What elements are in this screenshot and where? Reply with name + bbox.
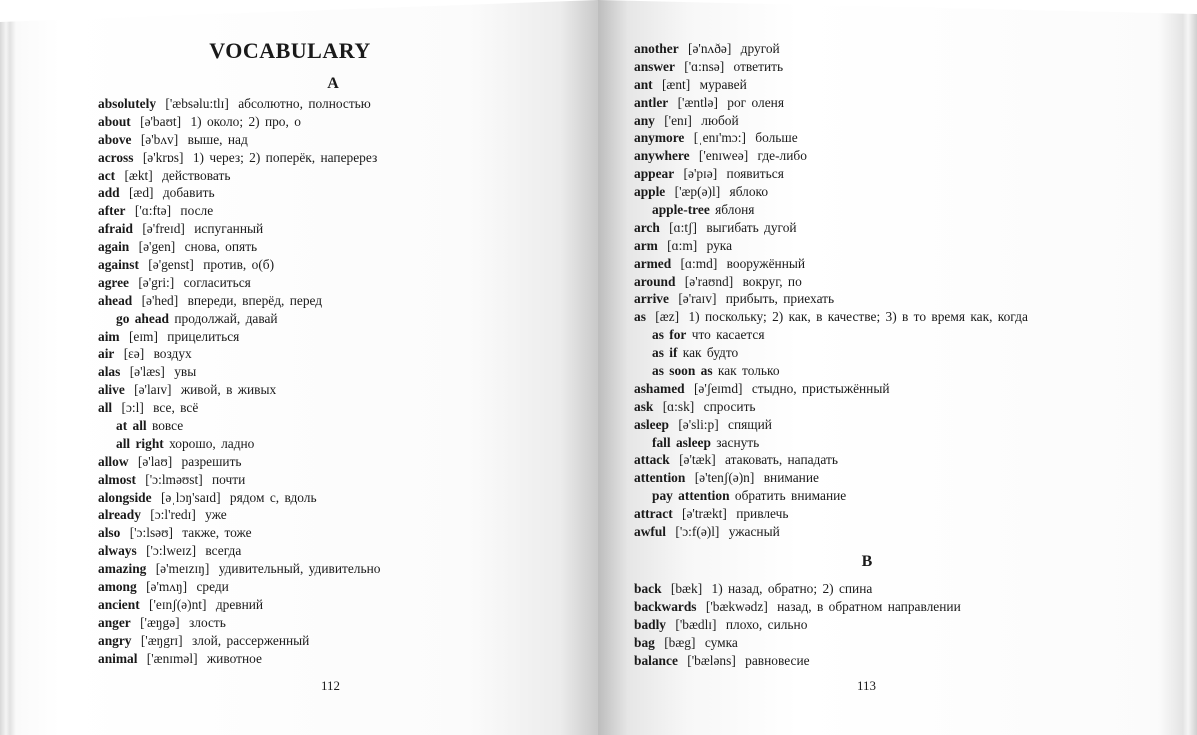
translation: спросить bbox=[703, 398, 756, 414]
vocabulary-entry bbox=[634, 505, 1028, 523]
vocabulary-entry bbox=[634, 308, 1028, 326]
headword: alongside bbox=[98, 489, 152, 505]
transcription: [ɑ:tʃ] bbox=[669, 219, 697, 235]
translation: действовать bbox=[162, 167, 231, 183]
transcription: [ə'laʊ] bbox=[137, 453, 173, 469]
vocabulary-entry bbox=[634, 273, 1028, 291]
vocabulary-entry bbox=[98, 167, 380, 185]
transcription: [ɑ:m] bbox=[667, 237, 698, 253]
headword: as bbox=[634, 309, 646, 325]
translation: живой, в живых bbox=[180, 382, 277, 398]
vocabulary-entry bbox=[634, 58, 1028, 76]
transcription: [ə'tæk] bbox=[679, 452, 716, 468]
vocabulary-entry bbox=[98, 471, 380, 489]
page-number-right: 113 bbox=[857, 678, 877, 693]
transcription: ['æntlə] bbox=[677, 94, 718, 110]
page-number-left: 112 bbox=[321, 678, 341, 693]
headword: add bbox=[98, 185, 120, 201]
vocabulary-phrase bbox=[98, 417, 380, 435]
translation: другой bbox=[740, 41, 780, 56]
headword: afraid bbox=[98, 221, 133, 237]
vocabulary-phrase bbox=[98, 310, 380, 328]
vocabulary-entry bbox=[98, 399, 380, 417]
vocabulary-entry bbox=[634, 523, 1028, 541]
translation: выше, над bbox=[187, 131, 248, 147]
vocabulary-entry bbox=[98, 596, 380, 614]
headword: bag bbox=[634, 634, 655, 650]
headword: about bbox=[98, 113, 131, 129]
translation: спящий bbox=[728, 416, 772, 432]
headword: after bbox=[98, 203, 126, 219]
vocabulary-entry bbox=[98, 542, 380, 560]
vocabulary-entry bbox=[98, 95, 380, 113]
vocabulary-entry bbox=[98, 292, 380, 310]
transcription: [ə'hed] bbox=[141, 292, 179, 308]
headword: asleep bbox=[634, 416, 669, 432]
translation: после bbox=[180, 203, 214, 219]
vocabulary-entry bbox=[98, 381, 380, 399]
vocabulary-entry bbox=[634, 652, 961, 670]
translation: рог оленя bbox=[727, 94, 784, 110]
vocabulary-entry bbox=[98, 202, 380, 220]
translation: появиться bbox=[726, 166, 784, 182]
transcription: [æd] bbox=[128, 185, 154, 201]
translation: вокруг, по bbox=[742, 273, 802, 289]
vocabulary-entry bbox=[634, 598, 961, 616]
transcription: [ə'freɪd] bbox=[142, 221, 185, 237]
vocabulary-entry bbox=[98, 453, 380, 471]
vocabulary-entry bbox=[98, 560, 380, 578]
vocabulary-entry bbox=[634, 380, 1028, 398]
translation: впереди, вперёд, перед bbox=[187, 292, 323, 308]
vocabulary-entry bbox=[98, 238, 380, 256]
headword: as soon as bbox=[652, 363, 713, 379]
translation: муравей bbox=[699, 76, 747, 92]
transcription: [ə'mʌŋ] bbox=[146, 579, 188, 595]
headword: badly bbox=[634, 616, 667, 632]
translation: как только bbox=[717, 363, 780, 379]
translation: заснуть bbox=[716, 434, 760, 450]
vocabulary-entry bbox=[634, 94, 1028, 112]
vocabulary-entry bbox=[98, 256, 380, 274]
transcription: [bæg] bbox=[664, 634, 696, 650]
transcription: ['ɑ:nsə] bbox=[684, 58, 725, 74]
transcription: ['ɔ:f(ə)l] bbox=[675, 524, 720, 540]
transcription: [ə'tenʃ(ə)n] bbox=[694, 470, 755, 486]
transcription: [ə'læs] bbox=[129, 364, 165, 380]
headword: all bbox=[98, 400, 113, 416]
translation: увы bbox=[174, 364, 197, 380]
vocabulary-entry bbox=[634, 76, 1028, 94]
transcription: ['ɔ:lsəʊ] bbox=[129, 525, 173, 541]
translation: 1) около; 2) про, о bbox=[190, 113, 301, 129]
headword: back bbox=[634, 581, 662, 596]
vocabulary-entry bbox=[634, 451, 1028, 469]
transcription: [ɑ:sk] bbox=[662, 398, 695, 414]
headword: angry bbox=[98, 632, 132, 648]
transcription: [ænt] bbox=[661, 76, 691, 92]
transcription: [ə'raɪv] bbox=[678, 291, 717, 307]
vocabulary-entry bbox=[98, 506, 380, 524]
transcription: [ə'genst] bbox=[148, 257, 194, 273]
translation: древний bbox=[215, 596, 264, 612]
headword: ant bbox=[634, 76, 653, 92]
translation: как будто bbox=[682, 345, 739, 361]
headword: alas bbox=[98, 364, 121, 380]
headword: answer bbox=[634, 58, 675, 74]
headword: amazing bbox=[98, 561, 147, 577]
headword: almost bbox=[98, 471, 136, 487]
headword: fall asleep bbox=[652, 434, 711, 450]
translation: назад, в обратном направлении bbox=[777, 598, 961, 614]
headword: attention bbox=[634, 470, 686, 486]
transcription: ['bædlɪ] bbox=[675, 616, 717, 632]
headword: absolutely bbox=[98, 96, 157, 111]
vocabulary-entry bbox=[98, 328, 380, 346]
vocabulary-phrase bbox=[634, 487, 1028, 505]
vocabulary-entry bbox=[634, 290, 1028, 308]
vocabulary-entry bbox=[634, 219, 1028, 237]
vocabulary-entry bbox=[98, 220, 380, 238]
vocabulary-entry bbox=[634, 616, 961, 634]
transcription: [æz] bbox=[655, 309, 680, 325]
vocabulary-list-b bbox=[634, 580, 961, 669]
vocabulary-entry bbox=[98, 363, 380, 381]
vocabulary-entry bbox=[634, 112, 1028, 130]
translation: разрешить bbox=[181, 453, 242, 469]
vocabulary-entry bbox=[98, 149, 380, 167]
vocabulary-entry bbox=[98, 113, 380, 131]
headword: air bbox=[98, 346, 115, 362]
vocabulary-entry bbox=[98, 578, 380, 596]
translation: абсолютно, полностью bbox=[238, 96, 371, 111]
headword: aim bbox=[98, 328, 120, 344]
transcription: [ɛə] bbox=[123, 346, 145, 362]
translation: привлечь bbox=[736, 506, 789, 522]
translation: что касается bbox=[691, 327, 765, 343]
vocabulary-entry bbox=[634, 634, 961, 652]
headword: arch bbox=[634, 219, 660, 235]
headword: all right bbox=[116, 435, 164, 451]
page-title: VOCABULARY bbox=[209, 38, 371, 63]
translation: внимание bbox=[763, 470, 819, 486]
translation: хорошо, ладно bbox=[169, 435, 255, 451]
headword: any bbox=[634, 112, 655, 128]
translation: все, всё bbox=[153, 400, 199, 416]
headword: as if bbox=[652, 345, 678, 361]
transcription: ['eɪnʃ(ə)nt] bbox=[149, 596, 207, 612]
headword: ashamed bbox=[634, 380, 685, 396]
translation: 1) назад, обратно; 2) спина bbox=[711, 581, 873, 596]
translation: 1) через; 2) поперёк, наперерез bbox=[192, 149, 378, 165]
headword: anymore bbox=[634, 130, 685, 146]
translation: больше bbox=[755, 130, 798, 146]
vocabulary-entry bbox=[634, 129, 1028, 147]
translation: стыдно, пристыжённый bbox=[751, 380, 890, 396]
translation: прицелиться bbox=[167, 328, 240, 344]
translation: ужасный bbox=[728, 524, 780, 540]
translation: против, о(б) bbox=[203, 257, 275, 273]
translation: продолжай, давай bbox=[174, 310, 278, 326]
translation: сумка bbox=[704, 634, 738, 650]
vocabulary-phrase bbox=[634, 344, 1028, 362]
transcription: [eɪm] bbox=[128, 328, 158, 344]
headword: at all bbox=[116, 418, 147, 434]
translation: уже bbox=[205, 507, 227, 523]
vocabulary-entry bbox=[634, 40, 1028, 58]
vocabulary-entry bbox=[98, 274, 380, 292]
transcription: [bæk] bbox=[670, 581, 703, 596]
transcription: [əˌlɔŋ'saɪd] bbox=[160, 489, 221, 505]
translation: вооружённый bbox=[726, 255, 806, 271]
headword: attract bbox=[634, 506, 673, 522]
vocabulary-list-left bbox=[98, 95, 380, 668]
transcription: [ə'laɪv] bbox=[134, 382, 172, 398]
headword: attack bbox=[634, 452, 670, 468]
headword: agree bbox=[98, 274, 129, 290]
headword: balance bbox=[634, 652, 678, 668]
vocabulary-entry bbox=[634, 237, 1028, 255]
headword: anywhere bbox=[634, 148, 690, 164]
translation: удивительный, удивительно bbox=[218, 561, 381, 577]
translation: вовсе bbox=[152, 418, 184, 434]
headword: always bbox=[98, 543, 137, 559]
vocabulary-entry bbox=[634, 580, 961, 598]
transcription: [ˌenɪ'mɔ:] bbox=[693, 130, 746, 146]
translation: снова, опять bbox=[184, 239, 258, 255]
transcription: [ə'baʊt] bbox=[140, 113, 182, 129]
vocabulary-entry bbox=[98, 632, 380, 650]
headword: antler bbox=[634, 94, 669, 110]
headword: go ahead bbox=[116, 310, 169, 326]
transcription: [ækt] bbox=[124, 167, 153, 183]
vocabulary-entry bbox=[634, 183, 1028, 201]
vocabulary-entry bbox=[634, 469, 1028, 487]
translation: злость bbox=[188, 614, 226, 630]
transcription: [ə'gri:] bbox=[138, 274, 175, 290]
translation: злой, рассерженный bbox=[191, 632, 310, 648]
transcription: ['æŋgə] bbox=[140, 614, 180, 630]
vocabulary-entry bbox=[98, 489, 380, 507]
transcription: [ɔ:l'redɪ] bbox=[150, 507, 196, 523]
headword: apple-tree bbox=[652, 202, 710, 218]
headword: appear bbox=[634, 166, 675, 182]
translation: животное bbox=[206, 650, 262, 666]
vocabulary-entry bbox=[98, 131, 380, 149]
translation: испуганный bbox=[194, 221, 264, 237]
transcription: ['æbsəlu:tlɪ] bbox=[165, 96, 229, 111]
headword: against bbox=[98, 257, 139, 273]
vocabulary-phrase bbox=[634, 362, 1028, 380]
translation: прибыть, приехать bbox=[725, 291, 835, 307]
headword: arrive bbox=[634, 291, 669, 307]
vocabulary-entry bbox=[634, 147, 1028, 165]
translation: 1) поскольку; 2) как, в качестве; 3) в то время как, когда bbox=[688, 309, 1028, 325]
headword: ahead bbox=[98, 292, 133, 308]
transcription: ['enɪ] bbox=[664, 112, 692, 128]
translation: атаковать, нападать bbox=[725, 452, 838, 468]
transcription: ['ɑ:ftə] bbox=[134, 203, 172, 219]
headword: backwards bbox=[634, 598, 697, 614]
transcription: ['æp(ə)l] bbox=[674, 184, 721, 200]
transcription: [ə'krɒs] bbox=[142, 149, 184, 165]
transcription: [ə'pɪə] bbox=[683, 166, 718, 182]
transcription: ['æŋgrɪ] bbox=[140, 632, 183, 648]
translation: рука bbox=[706, 237, 733, 253]
headword: anger bbox=[98, 614, 131, 630]
transcription: [ə'gen] bbox=[138, 239, 176, 255]
headword: as for bbox=[652, 327, 687, 343]
transcription: ['ɔ:lweɪz] bbox=[146, 543, 197, 559]
transcription: [ə'sli:p] bbox=[678, 416, 719, 432]
translation: всегда bbox=[205, 543, 242, 559]
transcription: [ɔ:l] bbox=[121, 400, 144, 416]
translation: выгибать дугой bbox=[706, 219, 797, 235]
section-letter-a: A bbox=[327, 75, 339, 92]
translation: где-либо bbox=[757, 148, 807, 164]
headword: again bbox=[98, 239, 130, 255]
vocabulary-entry bbox=[98, 650, 380, 668]
vocabulary-entry bbox=[634, 165, 1028, 183]
translation: согласиться bbox=[183, 274, 251, 290]
transcription: [ə'raʊnd] bbox=[684, 273, 734, 289]
section-letter-b: B bbox=[861, 553, 873, 570]
transcription: [ə'nʌðə] bbox=[688, 41, 732, 56]
transcription: ['bæləns] bbox=[687, 652, 736, 668]
headword: arm bbox=[634, 237, 658, 253]
headword: ancient bbox=[98, 596, 140, 612]
translation: любой bbox=[701, 112, 739, 128]
headword: pay attention bbox=[652, 488, 730, 504]
headword: armed bbox=[634, 255, 672, 271]
vocabulary-phrase bbox=[634, 434, 1028, 452]
translation: среди bbox=[196, 579, 229, 595]
headword: across bbox=[98, 149, 134, 165]
vocabulary-phrase bbox=[98, 435, 380, 453]
translation: яблоня bbox=[715, 202, 755, 218]
transcription: [ə'trækt] bbox=[682, 506, 727, 522]
vocabulary-entry bbox=[634, 398, 1028, 416]
vocabulary-phrase bbox=[634, 201, 1028, 219]
translation: плохо, сильно bbox=[725, 616, 808, 632]
transcription: [ə'bʌv] bbox=[140, 131, 179, 147]
vocabulary-phrase bbox=[634, 326, 1028, 344]
translation: равновесие bbox=[745, 652, 810, 668]
headword: act bbox=[98, 167, 116, 183]
vocabulary-list-right bbox=[634, 40, 1028, 541]
headword: apple bbox=[634, 184, 666, 200]
transcription: [ə'ʃeɪmd] bbox=[693, 380, 743, 396]
headword: allow bbox=[98, 453, 129, 469]
transcription: [ə'meɪzɪŋ] bbox=[155, 561, 210, 577]
translation: добавить bbox=[162, 185, 215, 201]
transcription: ['enɪweə] bbox=[698, 148, 749, 164]
vocabulary-entry bbox=[98, 614, 380, 632]
translation: ответить bbox=[733, 58, 784, 74]
translation: рядом с, вдоль bbox=[229, 489, 317, 505]
vocabulary-entry bbox=[634, 255, 1028, 273]
headword: alive bbox=[98, 382, 125, 398]
headword: among bbox=[98, 579, 137, 595]
headword: another bbox=[634, 41, 679, 56]
vocabulary-entry bbox=[634, 416, 1028, 434]
vocabulary-entry bbox=[98, 184, 380, 202]
vocabulary-entry bbox=[98, 524, 380, 542]
translation: также, тоже bbox=[182, 525, 252, 541]
headword: animal bbox=[98, 650, 138, 666]
headword: also bbox=[98, 525, 121, 541]
transcription: [ɑ:md] bbox=[680, 255, 718, 271]
transcription: ['bækwədz] bbox=[705, 598, 768, 614]
transcription: ['ɔ:lməʊst] bbox=[145, 471, 203, 487]
translation: обратить внимание bbox=[734, 488, 847, 504]
headword: already bbox=[98, 507, 141, 523]
vocabulary-entry bbox=[98, 345, 380, 363]
headword: ask bbox=[634, 398, 654, 414]
headword: around bbox=[634, 273, 676, 289]
translation: почти bbox=[212, 471, 246, 487]
translation: яблоко bbox=[729, 184, 769, 200]
translation: воздух bbox=[153, 346, 192, 362]
headword: awful bbox=[634, 524, 666, 540]
headword: above bbox=[98, 131, 132, 147]
transcription: ['ænɪməl] bbox=[146, 650, 198, 666]
